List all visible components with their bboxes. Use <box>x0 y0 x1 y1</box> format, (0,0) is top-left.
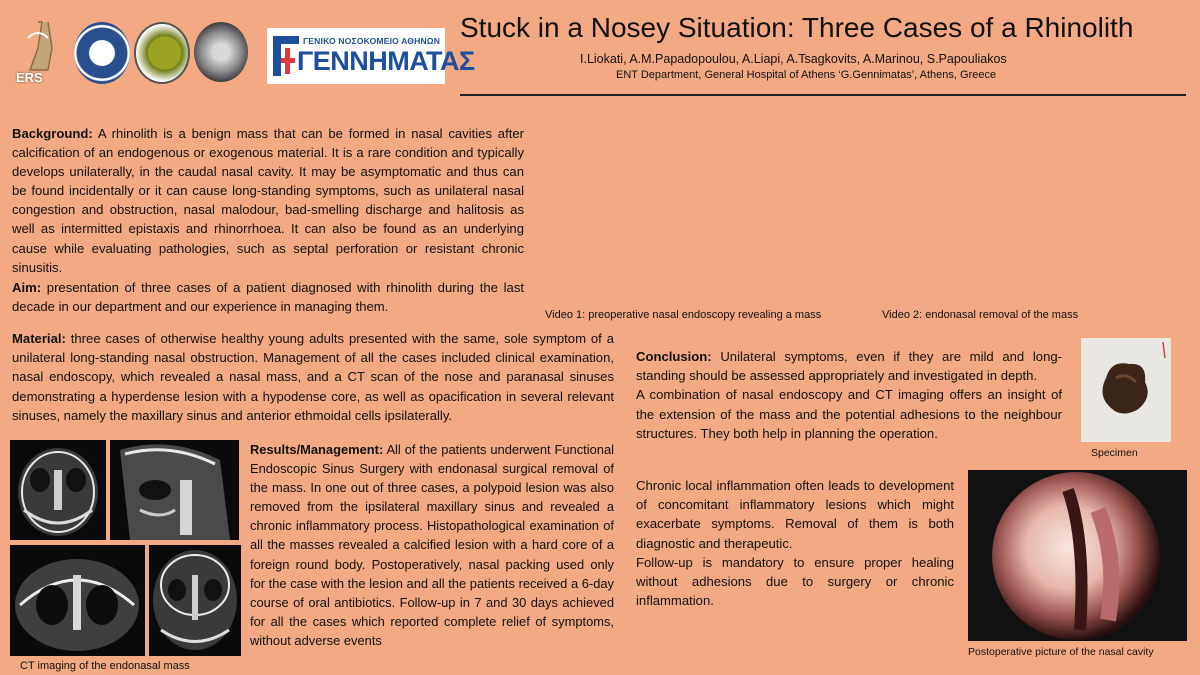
results-section <box>250 440 614 650</box>
results-label: Results/Management: <box>250 442 384 457</box>
ct-image-sagittal <box>110 440 239 540</box>
material-section <box>12 329 614 425</box>
background-section <box>12 124 524 277</box>
aim-section <box>12 278 524 316</box>
results-text-1: All of the patients underwent Functional Endoscopic Sinus Surgery with endonasal surgical removal of the mass. In one out of three cases, a polypoid lesion was also removed from the ipsilateral maxillary sinus and revealed a chronic inflammatory process. Histopathological examination of all the masses revealed a calcified lesion with a hard core of a foreign round body. <box>250 442 614 572</box>
ct-caption: CT imaging of the endonasal mass <box>20 660 190 672</box>
ct-image-axial <box>10 545 145 656</box>
ct-sagittal-graphic <box>110 440 239 540</box>
specimen-graphic <box>1081 338 1171 442</box>
conclusion-p4: Follow-up is mandatory to ensure proper healing without adhesions due to surgery or chronic inflammation. <box>636 554 954 609</box>
poster-title: Stuck in a Nosey Situation: Three Cases of a Rhinolith <box>460 12 1134 43</box>
results-text-2: Postoperatively, nasal packing used only for the case with the lesion and all the patients received a 6-day course of oral antibiotics. Follow-up in 7 and 30 days achieved for all the cases which reported complete relief of symptoms, without adverse events <box>250 556 615 648</box>
postoperative-endoscopy-photo <box>968 470 1187 641</box>
postop-caption: Postoperative picture of the nasal cavity <box>968 646 1154 658</box>
ers-logo <box>8 18 68 88</box>
hospital-logo <box>267 28 475 84</box>
affiliation: ENT Department, General Hospital of Athens ‘G.Gennimatas’, Athens, Greece <box>616 69 997 81</box>
conclusion-section <box>636 347 1062 443</box>
ct-image-coronal <box>10 440 106 540</box>
ct-image-coronal-2 <box>149 545 241 656</box>
video2-caption: Video 2: endonasal removal of the mass <box>882 309 1079 321</box>
specimen-caption: Specimen <box>1091 447 1138 459</box>
conclusion-section-2 <box>636 476 954 610</box>
background-text: A rhinolith is a benign mass that can be formed in nasal cavities after calcification of an endogenous or exogenous material. It is a rare condition and typically develops unilaterally, in the caudal nasal cavity. It may be asymptomatic and thus can be found incidentally or it can cause long-standing symptoms, such as unilateral nasal congestion and obstruction, nasal malodour, bad-smelling discharge and halitosis as well as intermitted epistaxis and rhinorrhoea. It can also be found as an underlying cause while evaluating pathologies, such as septal perforation or resistant chronic sinusitis. <box>12 126 524 275</box>
hospital-logo-line1: ΓΕΝΙΚΟ ΝΟΣΟΚΟΜΕΙΟ ΑΘΗΝΩΝ <box>303 36 441 46</box>
material-label: Material: <box>12 331 66 346</box>
specimen-photo <box>1081 338 1171 442</box>
aim-text: presentation of three cases of a patient diagnosed with rhinolith during the last decade in our department and our experience in managing them. <box>12 280 524 315</box>
hospital-logo-line2: ΓΕΝΝΗΜΑΤΑΣ <box>297 46 475 76</box>
authors: I.Liokati, A.M.Papadopoulou, A.Liapi, A.Tsagkovits, A.Marinou, S.Papouliakos <box>580 52 1007 66</box>
endoscopy-graphic <box>968 470 1187 641</box>
header-divider <box>460 94 1186 96</box>
material-text: three cases of otherwise healthy young adults presented with the same, sole symptom of a unilateral long-standing nasal obstruction. Management of all the cases included clinical examination, nasal endoscopy, which revealed a nasal mass, and a CT scan of the nose and paranasal sinuses demonstrating a hyperdense lesion with a hypodense core, as well as opacification in several relevant sinuses, namely the maxillary sinus and anterior ethmoidal cells ipsilaterally. <box>12 331 614 423</box>
background-label: Background: <box>12 126 93 141</box>
ct-coronal-2-graphic <box>149 545 241 656</box>
society-grey-logo <box>194 22 248 82</box>
aim-label: Aim: <box>12 280 42 295</box>
conclusion-label: Conclusion: <box>636 349 712 364</box>
conclusion-p1 <box>636 347 1062 385</box>
ct-coronal-graphic <box>10 440 106 540</box>
society-green-logo <box>134 22 190 84</box>
conclusion-p3: Chronic local inflammation often leads to development of concomitant inflammatory lesions which might exacerbate symptoms. Removal of them is both diagnostic and therapeutic. <box>636 478 954 551</box>
ct-axial-graphic <box>10 545 145 656</box>
ers-logo-text: ERS <box>16 70 43 85</box>
conclusion-text-1: Unilateral symptoms, even if they are mild and long-standing should be assessed appropriately and investigated in depth. <box>636 349 1062 384</box>
video1-caption: Video 1: preoperative nasal endoscopy revealing a mass <box>545 309 822 321</box>
society-seal-logo <box>74 22 130 84</box>
conclusion-p2: A combination of nasal endoscopy and CT imaging offers an insight of the extension of the mass and the potential adhesions to the neighbour structures. They both help in planning the operation. <box>636 387 1062 441</box>
